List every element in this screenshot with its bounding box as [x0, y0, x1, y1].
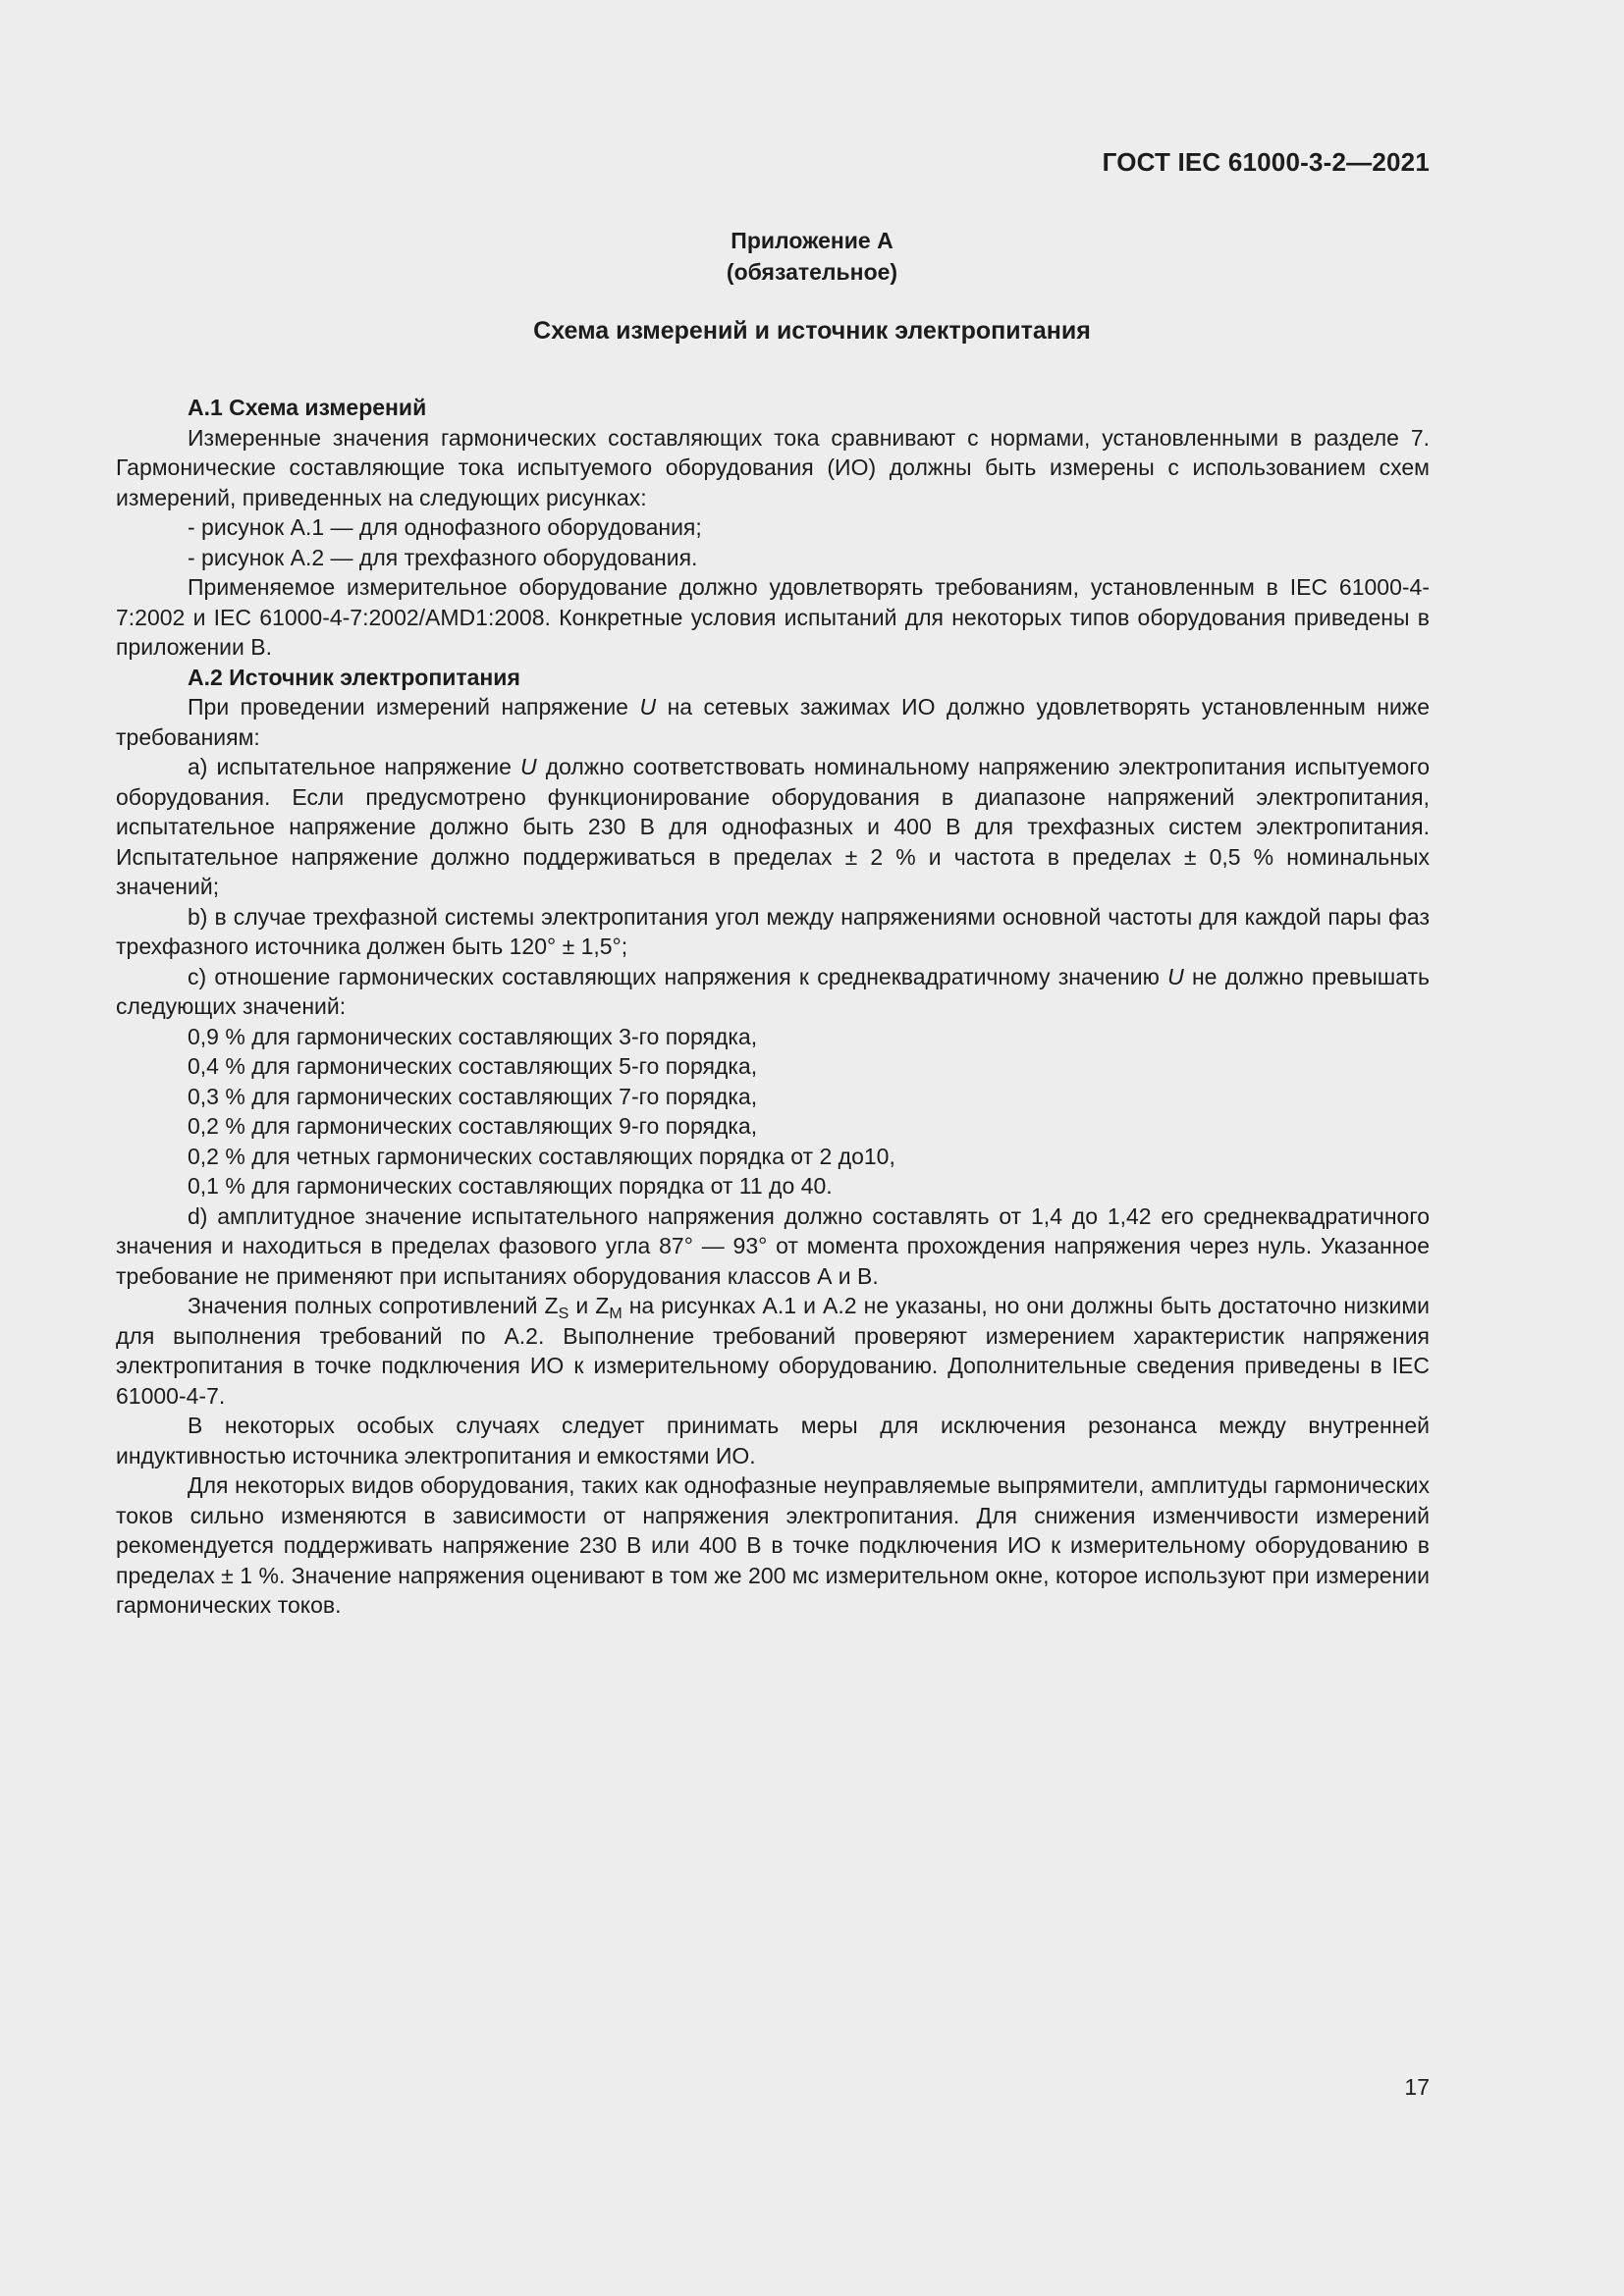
item-d: d) амплитудное значение испытательного напряжения должно составлять от 1,4 до 1,42 его среднеквадратичного значения и находиться в пределах фазового угла 87° — 93° от момента прохождения напряжения через нуль. Указанное требование не применяют при испытаниях оборудования классов А и В.: [116, 1202, 1430, 1289]
page-number: 17: [1404, 2074, 1430, 2100]
paragraph-voltage: Для некоторых видов оборудования, таких как однофазные неуправляемые выпрямители, амплитуды гармонических токов сильно изменяются в зависимости от напряжения электропитания. Для снижения изменчивости измерений рекомендуется поддерживать напряжение 230 В или 400 В в точке подключения ИО к измерительному оборудованию в пределах ± 1 %. Значение напряжения оценивают в том же 200 мс измерительном окне, которое используют при измерении гармонических токов.: [116, 1472, 1430, 1618]
harmonic-limit: 0,3 % для гармонических составляющих 7-го порядка,: [188, 1083, 758, 1109]
paragraph-resonance: В некоторых особых случаях следует принимать меры для исключения резонанса между внутренней индуктивностью источника электропитания и емкостями ИО.: [116, 1413, 1430, 1468]
harmonic-limit: 0,4 % для гармонических составляющих 5-го порядка,: [188, 1053, 758, 1079]
harmonic-limit: 0,2 % для гармонических составляющих 9-го порядка,: [188, 1113, 758, 1139]
item-b: b) в случае трехфазной системы электропитания угол между напряжениями основной частоты для каждой пары фаз трехфазного источника должен быть 120° ± 1,5°;: [116, 903, 1430, 959]
paragraph: Применяемое измерительное оборудование должно удовлетворять требованиям, установленным в IEC 61000-4-7:2002 и IEC 61000-4-7:2002/AMD1:2008. Конкретные условия испытаний для некоторых типов оборудования приведены в приложении В.: [116, 574, 1430, 660]
paragraph: Измеренные значения гармонических составляющих тока сравнивают с нормами, установленными в разделе 7. Гармонические составляющие тока испытуемого оборудования (ИО) должны быть измерены с использованием схем измерений, приведенных на следующих рисунках:: [116, 424, 1430, 510]
item-c: c) отношение гармонических составляющих напряжения к среднеквадратичному значению U не должно превышать следующих значений:: [116, 963, 1430, 1019]
list-item: - рисунок А.2 — для трехфазного оборудования.: [188, 544, 698, 570]
document-code: ГОСТ IEC 61000-3-2—2021: [1102, 147, 1430, 177]
harmonic-limit: 0,2 % для четных гармонических составляющих порядка от 2 до10,: [188, 1143, 895, 1169]
annex-status: (обязательное): [726, 259, 898, 285]
paragraph: При проведении измерений напряжение U на сетевых зажимах ИО должно удовлетворять установленным ниже требованиям:: [116, 694, 1430, 750]
harmonic-limit: 0,9 % для гармонических составляющих 3-го порядка,: [188, 1023, 758, 1049]
annex-title: Схема измерений и источник электропитания: [533, 317, 1091, 345]
list-item: - рисунок А.1 — для однофазного оборудования;: [188, 514, 702, 540]
paragraph-impedance: Значения полных сопротивлений $Z_S$ и $Z_M$ на рисунках А.1 и А.2 не указаны, но они должны быть достаточно низкими для выполнения требований по А.2. Выполнение требований проверяют измерением характеристик напряжения электропитания в точке подключения ИО к измерительному оборудованию. Дополнительные сведения приведены в IEC 61000-4-7.: [116, 1293, 1430, 1409]
item-a: a) испытательное напряжение U должно соответствовать номинальному напряжению электропитания испытуемого оборудования. Если предусмотрено функционирование оборудования в диапазоне напряжений электропитания, испытательное напряжение должно быть 230 В для однофазных и 400 В для трехфазных систем электропитания. Испытательное напряжение должно поддерживаться в пределах ± 2 % и частота в пределах ± 0,5 % номинальных значений;: [116, 754, 1430, 899]
annex-name: Приложение А: [731, 228, 893, 253]
section-heading-a2: А.2 Источник электропитания: [188, 664, 520, 690]
harmonic-limit: 0,1 % для гармонических составляющих порядка от 11 до 40.: [188, 1173, 833, 1199]
section-heading-a1: А.1 Схема измерений: [188, 395, 427, 420]
document-body: [116, 393, 1430, 1621]
